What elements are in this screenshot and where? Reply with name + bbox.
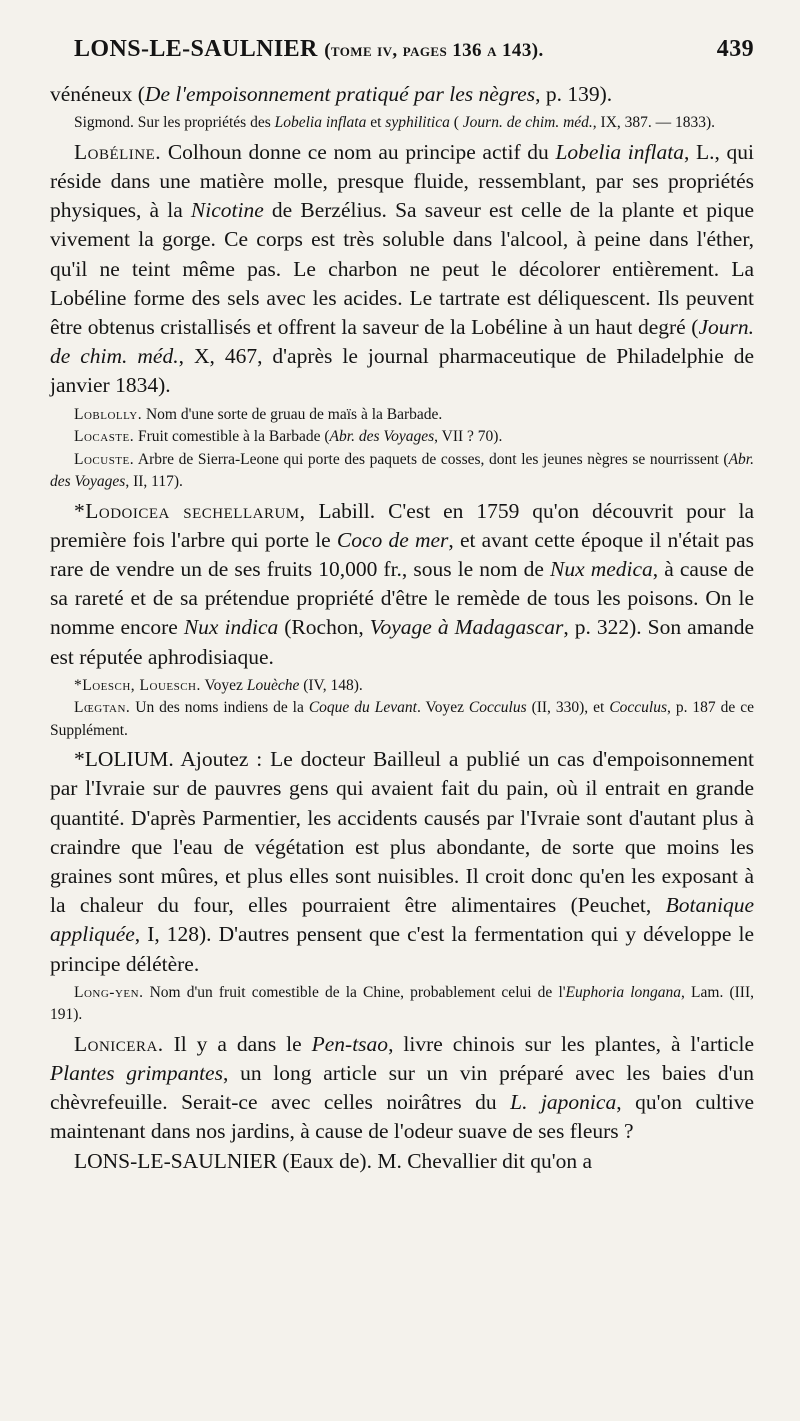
text-run: , qu'on cultive maintenant dans nos jardins, à cause de l'odeur suave de ses fleurs ? (50, 1090, 754, 1144)
italic-run: Abr. des Voyages (329, 428, 435, 446)
text-run: vénéneux ( (50, 82, 145, 106)
entry-longyen (50, 982, 754, 1027)
italic-run: Lobelia inflata (274, 114, 367, 132)
text-run: Un des noms indiens de la (130, 699, 309, 717)
italic-run: Coco de mer (336, 527, 449, 552)
header-title-sub: (tome iv, pages 136 a 143). (324, 40, 544, 61)
text-run: Nom d'une sorte de gruau de maïs à la Barbade. (142, 405, 443, 423)
headword: Locuste. (74, 450, 135, 468)
italic-run: Journ. de chim. méd. (462, 114, 593, 132)
text-run: , I, 128). D'autres pensent que c'est la fermentation qui y développe le principe délétère. (50, 922, 754, 976)
text-run: Labill. C'est en 1759 qu'on découvrit pour la première fois l'arbre qui porte le (50, 498, 754, 552)
italic-run: Journ. de chim. méd. (50, 314, 754, 369)
italic-run: Louèche (246, 676, 300, 694)
page-body (50, 80, 754, 1176)
text-run: , II, 117). (125, 473, 183, 491)
entry-locuste (50, 449, 754, 494)
entry-lodoicea (50, 497, 754, 672)
text-run: , et avant cette époque il n'était pas rare de vendre un de ses fruits 10,000 fr., sous le nom de (50, 527, 754, 581)
italic-run: L. japonica (510, 1090, 617, 1115)
text-run: Arbre de Sierra-Leone qui porte des paquets de cosses, dont les jeunes nègres se nourrissent ( (134, 450, 729, 468)
text-run: Ajoutez : Le docteur Bailleul a publié un cas d'empoisonnement par l'Ivraie sur de pauvres gens qui avaient fait du pain, où il entrait en grande quantité. D'après Parmentier, les accidents causés par l'Ivraie sont d'autant plus à craindre que l'eau de végétation est plus abondante, de sorte que moins les graines sont mûres, et plus elles sont nuisibles. Il croit donc qu'en les exposant à la chaleur du four, elles pourraient être alimentaires (Peuchet, (50, 747, 754, 918)
text-run: Nom d'un fruit comestible de la Chine, probablement celui de l' (143, 983, 566, 1001)
headword: Loblolly. (74, 405, 143, 423)
italic-run: syphilitica (385, 114, 450, 132)
headword: Lobéline. (74, 139, 162, 164)
running-header (74, 36, 754, 76)
text-run: . Voyez (416, 699, 469, 717)
italic-run: Lobelia inflata (555, 139, 684, 164)
text-run: , un long article sur un vin préparé avec les baies d'un chèvrefeuille. Serait-ce avec celles noirâtres du (50, 1061, 754, 1115)
text-run: ( (449, 114, 463, 132)
headword: Locaste. (74, 428, 135, 446)
text-run: , IX, 387. — 1833). (592, 114, 716, 132)
text-run: de Berzélius. Sa saveur est celle de la plante et pique vivement la gorge. Ce corps est très soluble dans l'alcool, à peine dans l'éther, qu'il ne teint même pas. Le charbon ne peut le décolorer entièrement. La Lobéline forme des sels avec les acides. Le tartrate est déliquescent. Ils peuvent être obtenus cristallisés et offrent la saveur de la Lobéline à un haut degré ( (50, 198, 755, 339)
italic-run: Nux medica (549, 556, 653, 581)
italic-run: Nicotine (190, 198, 264, 223)
text-run: , p. 139). (535, 82, 613, 106)
italic-run: Voyage à Madagascar (369, 615, 564, 640)
headword: *LOLIUM. (74, 747, 174, 772)
text-run: et (366, 114, 386, 132)
entry-lons-le-saulnier (50, 1147, 754, 1176)
entry-lonicera (50, 1030, 754, 1147)
text-run: (Eaux de). M. Chevallier dit qu'on a (277, 1148, 592, 1173)
italic-run: De l'empoisonnement pratiqué par les nègres (144, 82, 536, 106)
text-run: , p. 322). Son amande est réputée aphrodisiaque. (50, 615, 755, 669)
text-run: , L., qui réside dans une matière molle, presque fluide, ressemblant, par ses propriétés physiques, à la (50, 139, 755, 223)
text-run: , VII ? 70). (434, 428, 503, 446)
text-run: Voyez (200, 676, 247, 694)
headword: Lœgtan. (74, 699, 131, 717)
text-run: (II, 330), et (526, 699, 610, 717)
entry-locaste (50, 426, 754, 449)
text-run: , Lam. (III, 191). (50, 983, 754, 1024)
text-run: Colhoun donne ce nom au principe actif du (161, 139, 556, 164)
entry-lolium (50, 745, 754, 979)
italic-run: Cocculus (468, 699, 527, 717)
headword: *Lodoicea sechellarum, (74, 498, 306, 523)
entry-loblolly (50, 404, 754, 427)
headword: *Loesch, Louesch. (74, 676, 201, 694)
text-run: Sigmond. Sur les propriétés des (74, 114, 275, 132)
italic-run: Coque du Levant (308, 699, 417, 717)
header-title-main: LONS-LE-SAULNIER (74, 36, 318, 62)
header-title (74, 36, 544, 63)
headword: Long-yen. (74, 983, 144, 1001)
text-run: , p. 187 de ce Supplément. (50, 699, 754, 739)
entry-veneneux (50, 80, 754, 109)
italic-run: Botanique appliquée (50, 893, 754, 947)
text-run: Fruit comestible à la Barbade ( (134, 428, 330, 446)
page-number: 439 (716, 36, 754, 62)
text-run: (Rochon, (278, 615, 370, 640)
italic-run: Nux indica (183, 615, 279, 640)
italic-run: Abr. des Voyages (50, 450, 754, 491)
headword: Lonicera. (74, 1031, 164, 1056)
text-run: (IV, 148). (299, 676, 363, 694)
text-run: , X, 467, d'après le journal pharmaceutique de Philadelphie de janvier 1834). (50, 344, 755, 398)
italic-run: Plantes grimpantes (50, 1061, 223, 1086)
entry-sigmond (50, 112, 754, 135)
entry-loesch (50, 675, 754, 698)
entry-loegtan (50, 697, 754, 742)
italic-run: Cocculus (609, 699, 667, 717)
text-run: , livre chinois sur les plantes, à l'article (388, 1031, 754, 1056)
italic-run: Euphoria longana (565, 983, 682, 1001)
text-run: Il y a dans le (163, 1031, 312, 1056)
headword: LONS-LE-SAULNIER (74, 1148, 278, 1173)
text-run: , à cause de sa rareté et de sa prétendue propriété d'être le remède de tous les poisons. On le nomme encore (50, 556, 754, 640)
entry-lobeline (50, 138, 754, 401)
italic-run: Pen-tsao (311, 1031, 389, 1056)
